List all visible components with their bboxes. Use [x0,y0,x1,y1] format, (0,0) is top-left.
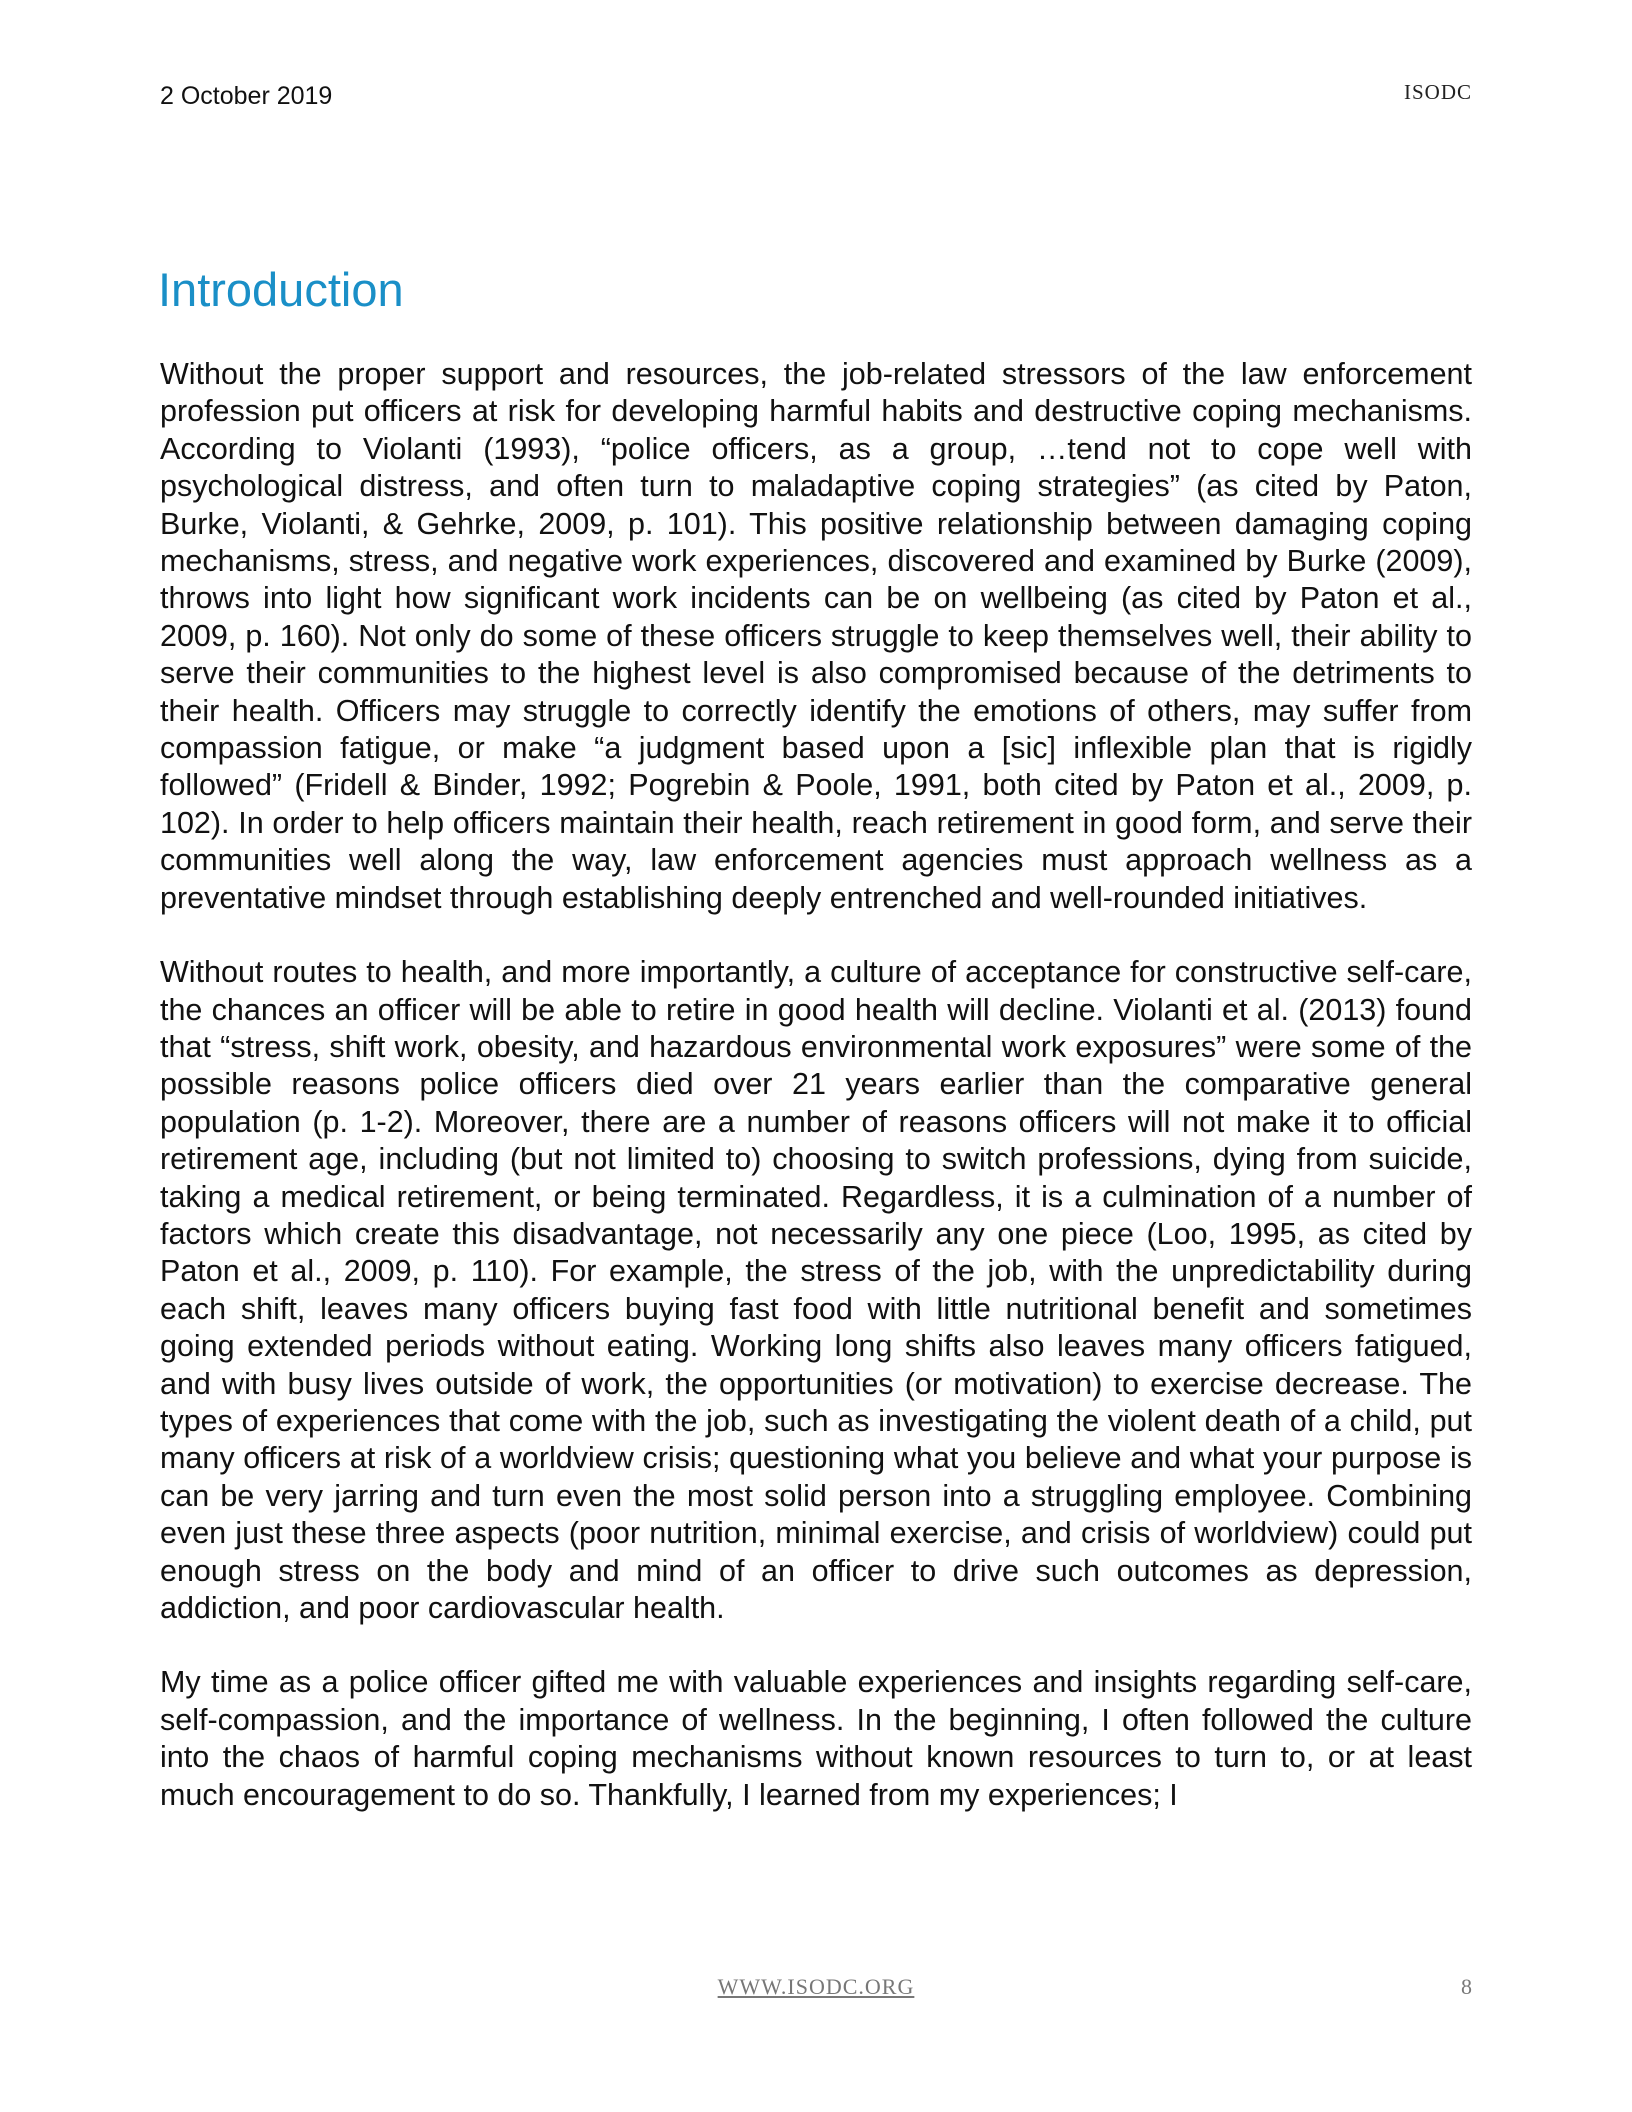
header-organization: ISODC [1403,80,1472,104]
paragraph-3: My time as a police officer gifted me with valuable experiences and insights regarding self-care, self-compassion, and the importance of wellness. In the beginning, I often followed the culture into the chaos of harmful coping mechanisms without known resources to turn to, or at least much encouragement to do so. Thankfully, I learned from my experiences; I [160,1665,1472,1812]
section-title: Introduction [158,263,404,316]
paragraph-2: Without routes to health, and more importantly, a culture of acceptance for constructive self-care, the chances an officer will be able to retire in good health will decline. Violanti et al. (2013) found that “stress, shift work, obesity, and hazardous environmental work exposures” were some of the possible reasons police officers died over 21 years earlier than the comparative general population (p. 1-2). Moreover, there are a number of reasons officers will not make it to official retirement age, including (but not limited to) choosing to switch professions, dying from suicide, taking a medical retirement, or being terminated. Regardless, it is a culmination of a number of factors which create this disadvantage, not necessarily any one piece (Loo, 1995, as cited by Paton et al., 2009, p. 110). For example, the stress of the job, with the unpredictability during each shift, leaves many officers buying fast food with little nutritional benefit and sometimes going extended periods without eating. Working long shifts also leaves many officers fatigued, and with busy lives outside of work, the opportunities (or motivation) to exercise decrease. The types of experiences that come with the job, such as investigating the violent death of a child, put many officers at risk of a worldview crisis; questioning what you believe and what your purpose is can be very jarring and turn even the most solid person into a struggling employee. Combining even just these three aspects (poor nutrition, minimal exercise, and crisis of worldview) could put enough stress on the body and mind of an officer to drive such outcomes as depression, addiction, and poor cardiovascular health. [160,955,1472,1625]
paragraph-1: Without the proper support and resources, the job-related stressors of the law enforcement profession put officers at risk for developing harmful habits and destructive coping mechanisms. According to Violanti (1993), “police officers, as a group, …tend not to cope well with psychological distress, and often turn to maladaptive coping strategies” (as cited by Paton, Burke, Violanti, & Gehrke, 2009, p. 101). This positive relationship between damaging coping mechanisms, stress, and negative work experiences, discovered and examined by Burke (2009), throws into light how significant work incidents can be on wellbeing (as cited by Paton et al., 2009, p. 160). Not only do some of these officers struggle to keep themselves well, their ability to serve their communities to the highest level is also compromised because of the detriments to their health. Officers may struggle to correctly identify the emotions of others, may suffer from compassion fatigue, or make “a judgment based upon a [sic] inflexible plan that is rigidly followed” (Fridell & Binder, 1992; Pogrebin & Poole, 1991, both cited by Paton et al., 2009, p. 102). In order to help officers maintain their health, reach retirement in good form, and serve their communities well along the way, law enforcement agencies must approach wellness as a preventative mindset through establishing deeply entrenched and well-rounded initiatives. [160,357,1472,915]
footer-website-link[interactable]: WWW.ISODC.ORG [717,1974,915,1999]
body-text [160,356,1472,1851]
page-number: 8 [1461,1974,1472,1999]
header-date: 2 October 2019 [160,82,333,110]
